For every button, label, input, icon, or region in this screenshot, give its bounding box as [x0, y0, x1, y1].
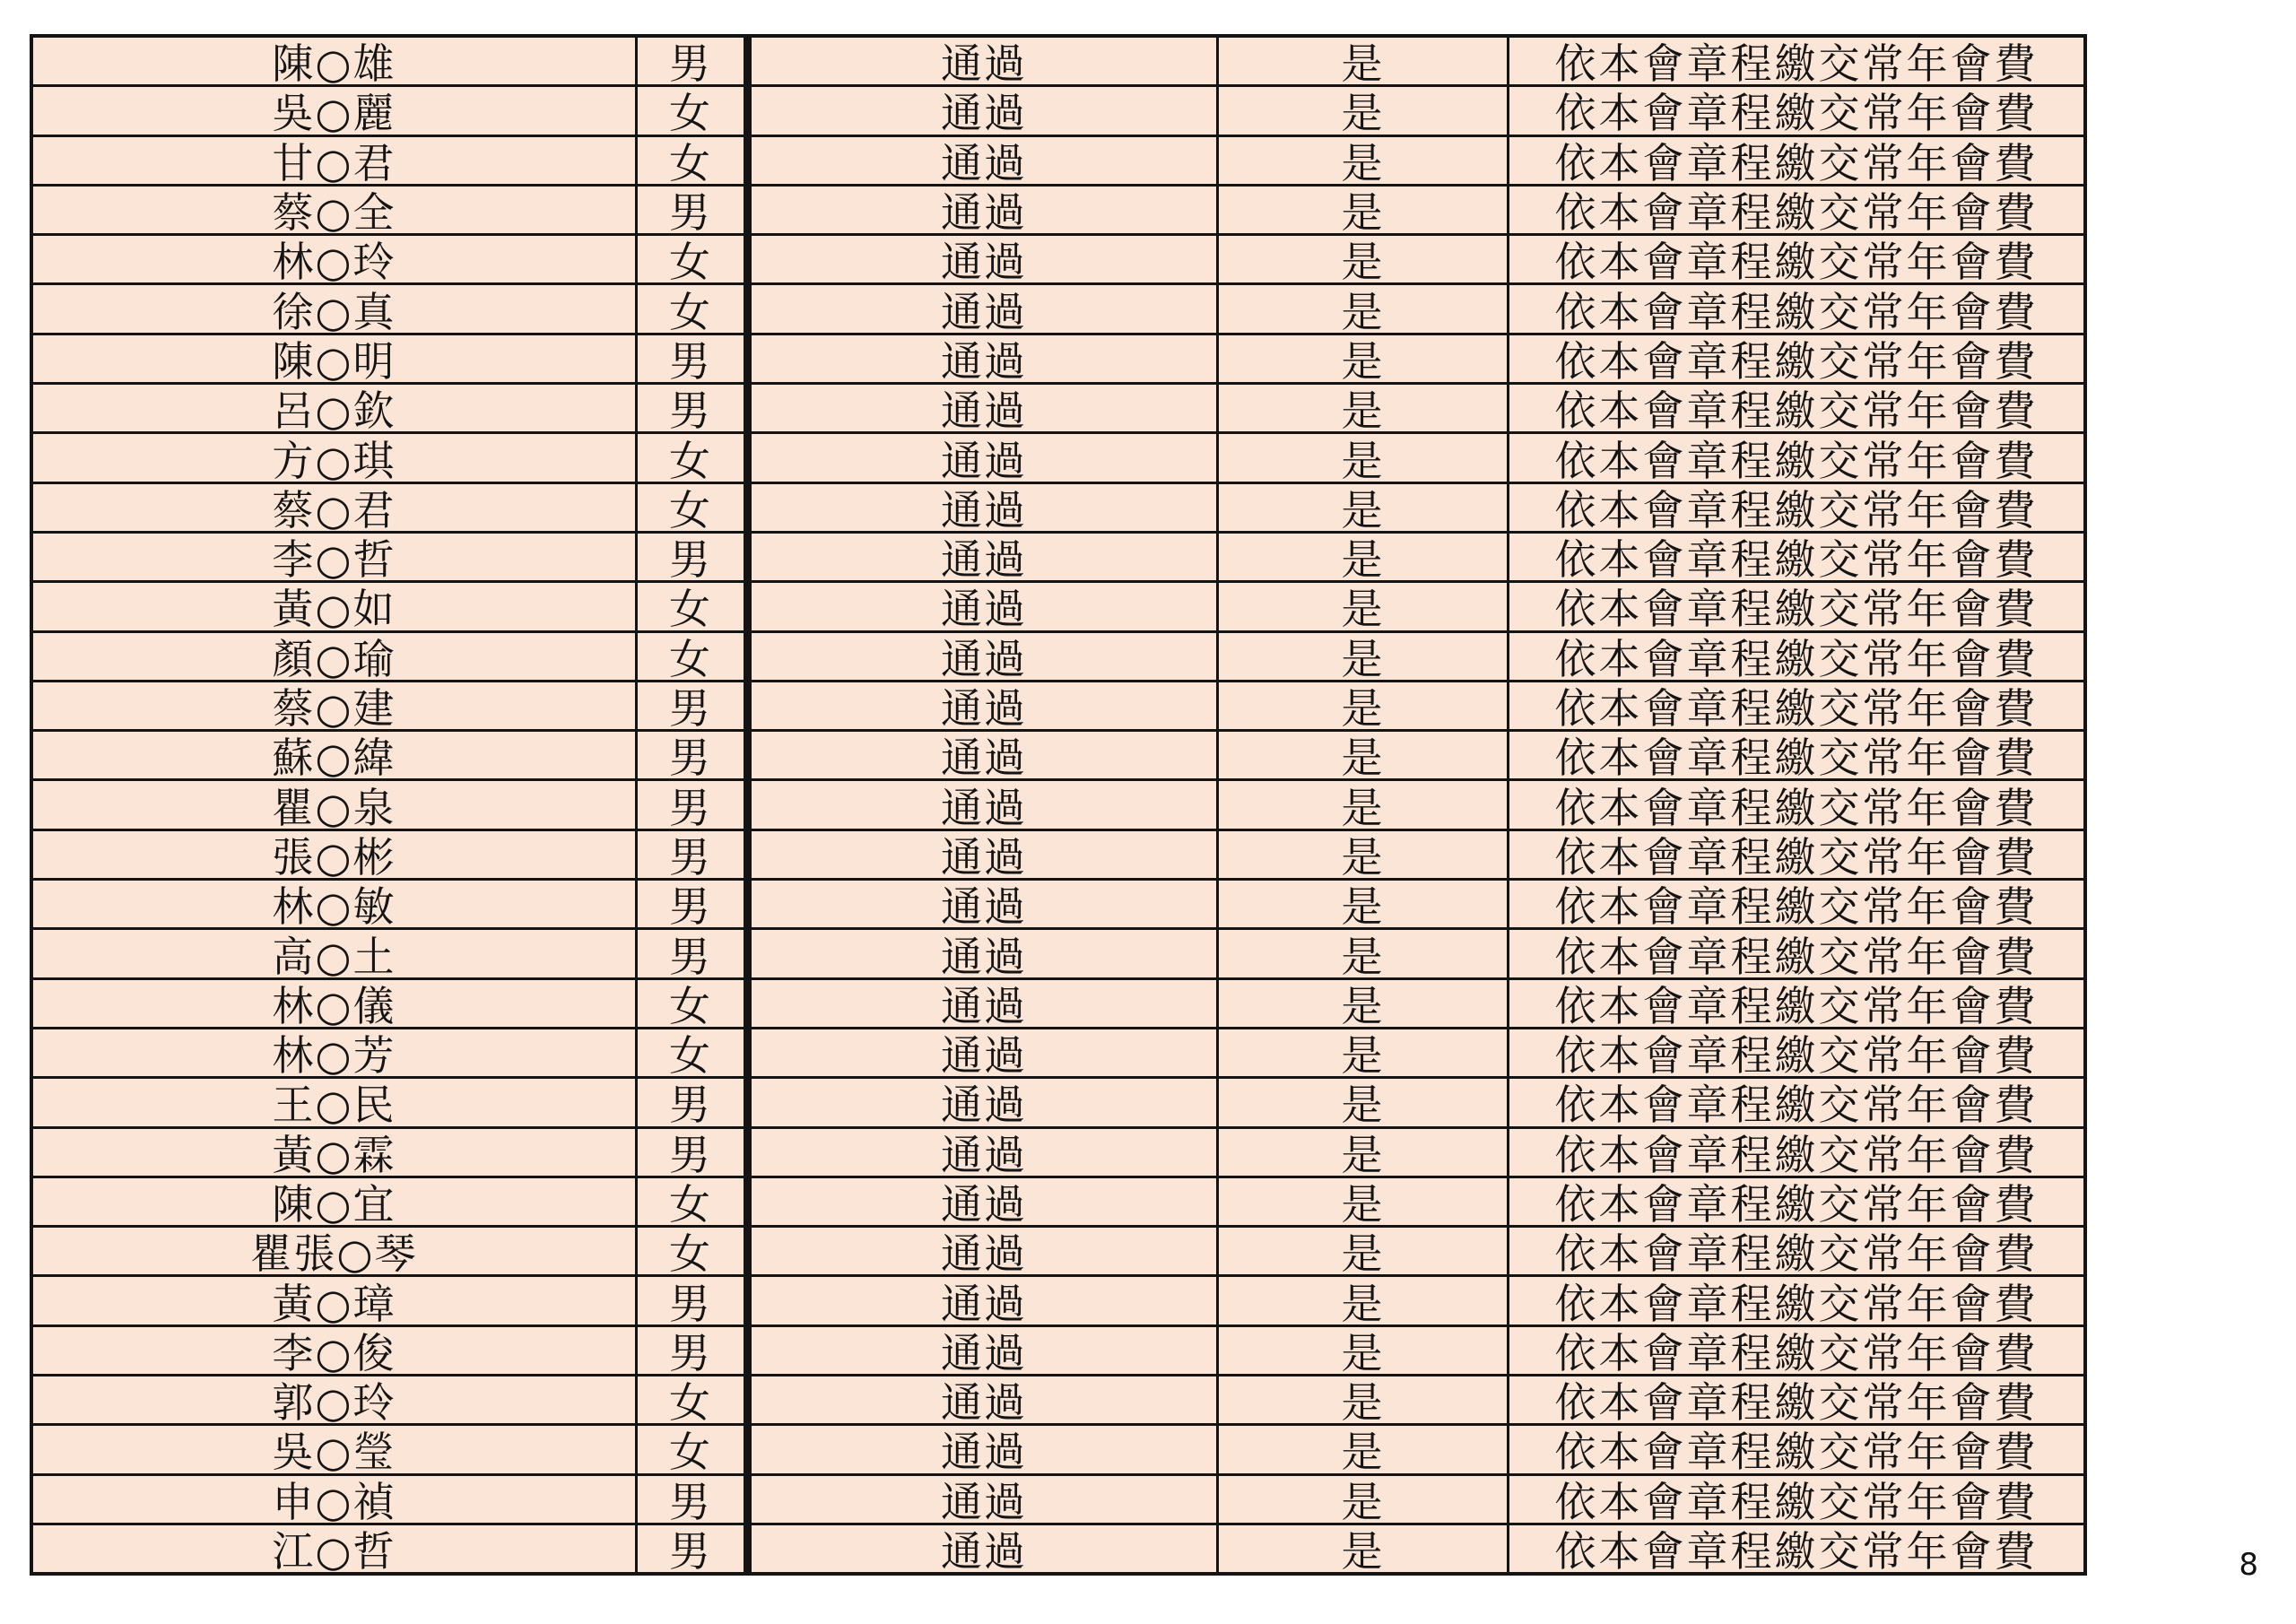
review-result-cell: 通過	[752, 831, 1219, 878]
clipped-column-strip	[746, 1277, 752, 1324]
clipped-column-strip	[746, 87, 752, 134]
table-row	[33, 84, 2083, 134]
membership-note-cell: 依本會章程繳交常年會費	[1509, 385, 2083, 431]
member-name-cell: 顏○瑜	[33, 633, 638, 680]
review-result-cell: 通過	[752, 980, 1219, 1027]
review-result-cell: 通過	[752, 87, 1219, 134]
membership-note-cell: 依本會章程繳交常年會費	[1509, 434, 2083, 481]
fee-paid-cell: 是	[1219, 1079, 1509, 1125]
membership-note-cell: 依本會章程繳交常年會費	[1509, 732, 2083, 778]
membership-note-cell: 依本會章程繳交常年會費	[1509, 87, 2083, 134]
table-row	[33, 531, 2083, 580]
review-result-cell: 通過	[752, 1129, 1219, 1176]
table-row	[33, 282, 2083, 332]
member-name-cell: 王○民	[33, 1079, 638, 1125]
membership-note-cell: 依本會章程繳交常年會費	[1509, 1525, 2083, 1572]
member-name-cell: 陳○明	[33, 335, 638, 382]
clipped-column-strip	[746, 732, 752, 778]
member-name-cell: 陳○宜	[33, 1178, 638, 1225]
fee-paid-cell: 是	[1219, 38, 1509, 84]
member-gender-cell: 女	[638, 1178, 746, 1225]
member-name-cell: 蔡○全	[33, 187, 638, 233]
member-name-cell: 蘇○緯	[33, 732, 638, 778]
membership-note-cell: 依本會章程繳交常年會費	[1509, 682, 2083, 729]
review-result-cell: 通過	[752, 781, 1219, 828]
table-row	[33, 580, 2083, 630]
review-result-cell: 通過	[752, 38, 1219, 84]
table-row	[33, 382, 2083, 431]
clipped-column-strip	[746, 980, 752, 1027]
member-gender-cell: 女	[638, 980, 746, 1027]
membership-note-cell: 依本會章程繳交常年會費	[1509, 831, 2083, 878]
table-row	[33, 333, 2083, 382]
membership-note-cell: 依本會章程繳交常年會費	[1509, 285, 2083, 332]
review-result-cell: 通過	[752, 682, 1219, 729]
clipped-column-strip	[746, 38, 752, 84]
member-gender-cell: 男	[638, 38, 746, 84]
table-row	[33, 38, 2083, 84]
member-name-cell: 瞿張○琴	[33, 1228, 638, 1274]
fee-paid-cell: 是	[1219, 1029, 1509, 1076]
membership-note-cell: 依本會章程繳交常年會費	[1509, 1178, 2083, 1225]
fee-paid-cell: 是	[1219, 732, 1509, 778]
member-gender-cell: 女	[638, 1376, 746, 1423]
table-row	[33, 729, 2083, 778]
member-gender-cell: 女	[638, 1228, 746, 1274]
clipped-column-strip	[746, 484, 752, 531]
membership-note-cell: 依本會章程繳交常年會費	[1509, 1327, 2083, 1374]
fee-paid-cell: 是	[1219, 1426, 1509, 1472]
member-gender-cell: 男	[638, 534, 746, 580]
fee-paid-cell: 是	[1219, 781, 1509, 828]
table-row	[33, 1027, 2083, 1076]
clipped-column-strip	[746, 930, 752, 977]
member-gender-cell: 男	[638, 831, 746, 878]
member-gender-cell: 女	[638, 484, 746, 531]
membership-note-cell: 依本會章程繳交常年會費	[1509, 1476, 2083, 1523]
member-gender-cell: 男	[638, 1079, 746, 1125]
member-name-cell: 徐○真	[33, 285, 638, 332]
review-result-cell: 通過	[752, 1426, 1219, 1472]
member-gender-cell: 男	[638, 1327, 746, 1374]
fee-paid-cell: 是	[1219, 980, 1509, 1027]
membership-note-cell: 依本會章程繳交常年會費	[1509, 187, 2083, 233]
member-gender-cell: 女	[638, 1029, 746, 1076]
member-name-cell: 蔡○建	[33, 682, 638, 729]
clipped-column-strip	[746, 434, 752, 481]
fee-paid-cell: 是	[1219, 633, 1509, 680]
member-name-cell: 林○敏	[33, 881, 638, 927]
member-name-cell: 李○哲	[33, 534, 638, 580]
table-row	[33, 977, 2083, 1027]
fee-paid-cell: 是	[1219, 1525, 1509, 1572]
clipped-column-strip	[746, 236, 752, 282]
clipped-column-strip	[746, 1129, 752, 1176]
page-number: 8	[2239, 1547, 2258, 1583]
membership-note-cell: 依本會章程繳交常年會費	[1509, 1129, 2083, 1176]
table-row	[33, 680, 2083, 729]
review-result-cell: 通過	[752, 1327, 1219, 1374]
membership-note-cell: 依本會章程繳交常年會費	[1509, 980, 2083, 1027]
membership-note-cell: 依本會章程繳交常年會費	[1509, 881, 2083, 927]
table-row	[33, 630, 2083, 680]
member-gender-cell: 男	[638, 682, 746, 729]
membership-note-cell: 依本會章程繳交常年會費	[1509, 137, 2083, 184]
membership-note-cell: 依本會章程繳交常年會費	[1509, 633, 2083, 680]
member-gender-cell: 男	[638, 732, 746, 778]
member-name-cell: 張○彬	[33, 831, 638, 878]
fee-paid-cell: 是	[1219, 682, 1509, 729]
fee-paid-cell: 是	[1219, 881, 1509, 927]
clipped-column-strip	[746, 1029, 752, 1076]
fee-paid-cell: 是	[1219, 1277, 1509, 1324]
fee-paid-cell: 是	[1219, 87, 1509, 134]
table-row	[33, 1176, 2083, 1225]
member-name-cell: 江○哲	[33, 1525, 638, 1572]
review-result-cell: 通過	[752, 583, 1219, 630]
member-gender-cell: 男	[638, 1476, 746, 1523]
fee-paid-cell: 是	[1219, 1327, 1509, 1374]
review-result-cell: 通過	[752, 534, 1219, 580]
clipped-glyph-mark	[746, 1034, 752, 1058]
clipped-column-strip	[746, 137, 752, 184]
member-name-cell: 吳○瑩	[33, 1426, 638, 1472]
review-result-cell: 通過	[752, 1029, 1219, 1076]
table-row	[33, 778, 2083, 828]
review-result-cell: 通過	[752, 930, 1219, 977]
member-gender-cell: 男	[638, 1277, 746, 1324]
fee-paid-cell: 是	[1219, 1228, 1509, 1274]
fee-paid-cell: 是	[1219, 285, 1509, 332]
fee-paid-cell: 是	[1219, 583, 1509, 630]
member-name-cell: 呂○欽	[33, 385, 638, 431]
fee-paid-cell: 是	[1219, 484, 1509, 531]
member-name-cell: 方○琪	[33, 434, 638, 481]
membership-note-cell: 依本會章程繳交常年會費	[1509, 1079, 2083, 1125]
clipped-column-strip	[746, 583, 752, 630]
member-gender-cell: 女	[638, 137, 746, 184]
review-result-cell: 通過	[752, 732, 1219, 778]
membership-note-cell: 依本會章程繳交常年會費	[1509, 1376, 2083, 1423]
member-gender-cell: 女	[638, 583, 746, 630]
member-name-cell: 吳○麗	[33, 87, 638, 134]
member-name-cell: 陳○雄	[33, 38, 638, 84]
member-name-cell: 甘○君	[33, 137, 638, 184]
member-gender-cell: 男	[638, 781, 746, 828]
member-name-cell: 林○芳	[33, 1029, 638, 1076]
table-row	[33, 829, 2083, 878]
review-result-cell: 通過	[752, 1228, 1219, 1274]
fee-paid-cell: 是	[1219, 1178, 1509, 1225]
membership-note-cell: 依本會章程繳交常年會費	[1509, 236, 2083, 282]
membership-note-cell: 依本會章程繳交常年會費	[1509, 335, 2083, 382]
clipped-column-strip	[746, 1476, 752, 1523]
table-row	[33, 1126, 2083, 1176]
membership-note-cell: 依本會章程繳交常年會費	[1509, 484, 2083, 531]
clipped-column-strip	[746, 534, 752, 580]
member-gender-cell: 女	[638, 434, 746, 481]
member-gender-cell: 男	[638, 1525, 746, 1572]
fee-paid-cell: 是	[1219, 385, 1509, 431]
membership-note-cell: 依本會章程繳交常年會費	[1509, 1426, 2083, 1472]
clipped-column-strip	[746, 385, 752, 431]
fee-paid-cell: 是	[1219, 335, 1509, 382]
clipped-glyph-mark	[746, 740, 751, 748]
clipped-column-strip	[746, 187, 752, 233]
clipped-glyph-mark	[746, 587, 752, 612]
membership-note-cell: 依本會章程繳交常年會費	[1509, 1277, 2083, 1324]
table-row	[33, 1423, 2083, 1472]
member-name-cell: 郭○玲	[33, 1376, 638, 1423]
fee-paid-cell: 是	[1219, 534, 1509, 580]
fee-paid-cell: 是	[1219, 236, 1509, 282]
member-name-cell: 黃○如	[33, 583, 638, 630]
member-name-cell: 蔡○君	[33, 484, 638, 531]
table-row	[33, 1225, 2083, 1274]
review-result-cell: 通過	[752, 434, 1219, 481]
review-result-cell: 通過	[752, 187, 1219, 233]
review-result-cell: 通過	[752, 1178, 1219, 1225]
table-row	[33, 878, 2083, 927]
clipped-column-strip	[746, 335, 752, 382]
member-name-cell: 林○儀	[33, 980, 638, 1027]
review-result-cell: 通過	[752, 633, 1219, 680]
membership-note-cell: 依本會章程繳交常年會費	[1509, 930, 2083, 977]
clipped-column-strip	[746, 831, 752, 878]
clipped-column-strip	[746, 633, 752, 680]
review-result-cell: 通過	[752, 1277, 1219, 1324]
member-gender-cell: 女	[638, 1426, 746, 1472]
member-gender-cell: 男	[638, 187, 746, 233]
clipped-column-strip	[746, 1228, 752, 1274]
table-row	[33, 482, 2083, 531]
review-result-cell: 通過	[752, 236, 1219, 282]
clipped-column-strip	[746, 1178, 752, 1225]
clipped-column-strip	[746, 1327, 752, 1374]
review-result-cell: 通過	[752, 881, 1219, 927]
member-name-cell: 瞿○泉	[33, 781, 638, 828]
table-row	[33, 1374, 2083, 1423]
table-row	[33, 1324, 2083, 1374]
clipped-glyph-mark	[746, 389, 752, 413]
review-result-cell: 通過	[752, 285, 1219, 332]
review-result-cell: 通過	[752, 137, 1219, 184]
clipped-column-strip	[746, 682, 752, 729]
fee-paid-cell: 是	[1219, 1129, 1509, 1176]
member-gender-cell: 男	[638, 881, 746, 927]
review-result-cell: 通過	[752, 484, 1219, 531]
review-result-cell: 通過	[752, 1376, 1219, 1423]
fee-paid-cell: 是	[1219, 1376, 1509, 1423]
member-gender-cell: 男	[638, 930, 746, 977]
clipped-column-strip	[746, 881, 752, 927]
clipped-column-strip	[746, 781, 752, 828]
fee-paid-cell: 是	[1219, 831, 1509, 878]
clipped-column-strip	[746, 1376, 752, 1423]
fee-paid-cell: 是	[1219, 1476, 1509, 1523]
clipped-column-strip	[746, 285, 752, 332]
table-row	[33, 1523, 2083, 1572]
table-row	[33, 1076, 2083, 1125]
member-gender-cell: 女	[638, 633, 746, 680]
review-result-cell: 通過	[752, 1525, 1219, 1572]
member-name-cell: 李○俊	[33, 1327, 638, 1374]
table-row	[33, 927, 2083, 977]
member-gender-cell: 女	[638, 236, 746, 282]
review-result-cell: 通過	[752, 1079, 1219, 1125]
membership-note-cell: 依本會章程繳交常年會費	[1509, 781, 2083, 828]
member-name-cell: 林○玲	[33, 236, 638, 282]
member-gender-cell: 男	[638, 335, 746, 382]
membership-note-cell: 依本會章程繳交常年會費	[1509, 38, 2083, 84]
fee-paid-cell: 是	[1219, 434, 1509, 481]
clipped-column-strip	[746, 1525, 752, 1572]
membership-note-cell: 依本會章程繳交常年會費	[1509, 1228, 2083, 1274]
membership-note-cell: 依本會章程繳交常年會費	[1509, 583, 2083, 630]
table-row	[33, 135, 2083, 184]
fee-paid-cell: 是	[1219, 187, 1509, 233]
membership-note-cell: 依本會章程繳交常年會費	[1509, 1029, 2083, 1076]
table-row	[33, 1473, 2083, 1523]
member-gender-cell: 女	[638, 87, 746, 134]
clipped-column-strip	[746, 1426, 752, 1472]
member-name-cell: 黃○璋	[33, 1277, 638, 1324]
review-result-cell: 通過	[752, 335, 1219, 382]
member-table	[30, 34, 2087, 1576]
membership-note-cell: 依本會章程繳交常年會費	[1509, 534, 2083, 580]
member-name-cell: 高○土	[33, 930, 638, 977]
table-row	[33, 233, 2083, 282]
member-name-cell: 申○禎	[33, 1476, 638, 1523]
fee-paid-cell: 是	[1219, 137, 1509, 184]
table-row	[33, 184, 2083, 233]
table-row	[33, 431, 2083, 481]
clipped-column-strip	[746, 1079, 752, 1125]
fee-paid-cell: 是	[1219, 930, 1509, 977]
member-gender-cell: 男	[638, 1129, 746, 1176]
table-row	[33, 1274, 2083, 1324]
review-result-cell: 通過	[752, 1476, 1219, 1523]
member-name-cell: 黃○霖	[33, 1129, 638, 1176]
review-result-cell: 通過	[752, 385, 1219, 431]
member-gender-cell: 男	[638, 385, 746, 431]
member-gender-cell: 女	[638, 285, 746, 332]
clipped-glyph-mark	[746, 489, 752, 513]
